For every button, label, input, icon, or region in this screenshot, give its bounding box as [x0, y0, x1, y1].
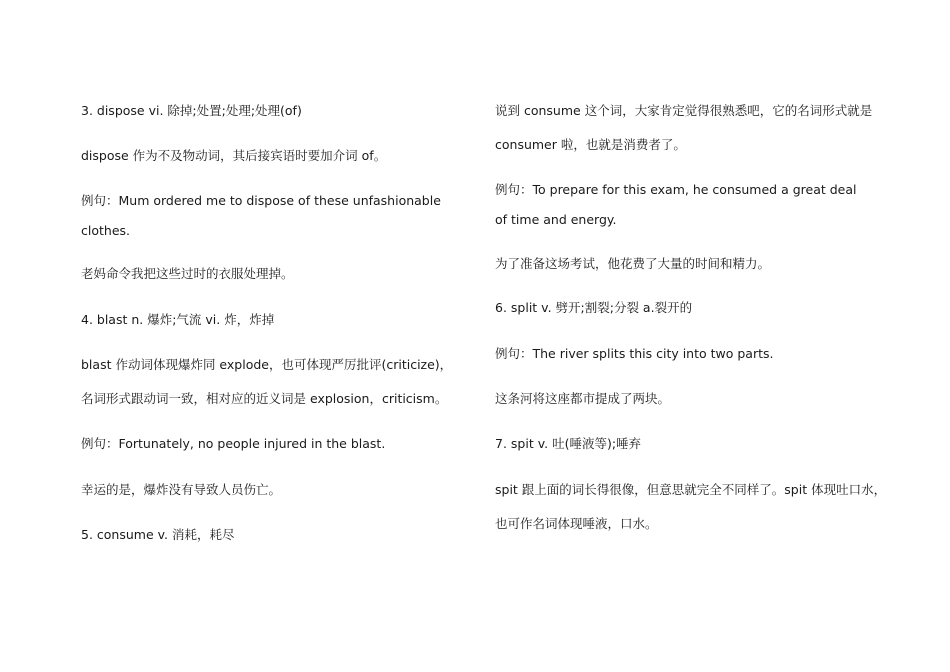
heading-consume: 5. consume v. 消耗，耗尽 [81, 527, 235, 542]
blast-example: 例句：Fortunately, no people injured in the blast. [81, 436, 386, 451]
heading-dispose: 3. dispose vi. 除掉;处置;处理;处理(of) [81, 103, 302, 118]
spit-usage-line-1: spit 跟上面的词长得很像，但意思就完全不同样了。spit 体现吐口水， [495, 482, 887, 497]
blast-usage-line-1: blast 作动词体现爆炸同 explode，也可体现严厉批评(criticize)， [81, 357, 453, 372]
consume-example-line-2: of time and energy. [495, 212, 617, 227]
heading-spit: 7. spit v. 吐(唾液等);唾弃 [495, 436, 642, 451]
split-translation: 这条河将这座都市提成了两块。 [495, 391, 671, 406]
consume-translation: 为了准备这场考试，他花费了大量的时间和精力。 [495, 256, 771, 271]
dispose-example-line-1: 例句：Mum ordered me to dispose of these unfashionable [81, 193, 441, 208]
dispose-example-line-2: clothes. [81, 223, 130, 238]
consume-usage-line-2: consumer 啦，也就是消费者了。 [495, 137, 686, 152]
blast-translation: 幸运的是，爆炸没有导致人员伤亡。 [81, 482, 282, 497]
blast-usage-line-2: 名词形式跟动词一致，相对应的近义词是 explosion，criticism。 [81, 391, 448, 406]
heading-blast: 4. blast n. 爆炸;气流 vi. 炸，炸掉 [81, 312, 275, 327]
spit-usage-line-2: 也可作名词体现唾液，口水。 [495, 516, 658, 531]
dispose-usage-text: dispose 作为不及物动词，其后接宾语时要加介词 of。 [81, 148, 387, 163]
dispose-translation: 老妈命令我把这些过时的衣服处理掉。 [81, 266, 294, 281]
consume-usage-line-1: 说到 consume 这个词，大家肯定觉得很熟悉吧，它的名词形式就是 [495, 103, 873, 118]
consume-example-line-1: 例句：To prepare for this exam, he consumed a great deal [495, 182, 857, 197]
heading-split: 6. split v. 劈开;割裂;分裂 a.裂开的 [495, 300, 693, 315]
split-example: 例句：The river splits this city into two parts. [495, 346, 774, 361]
